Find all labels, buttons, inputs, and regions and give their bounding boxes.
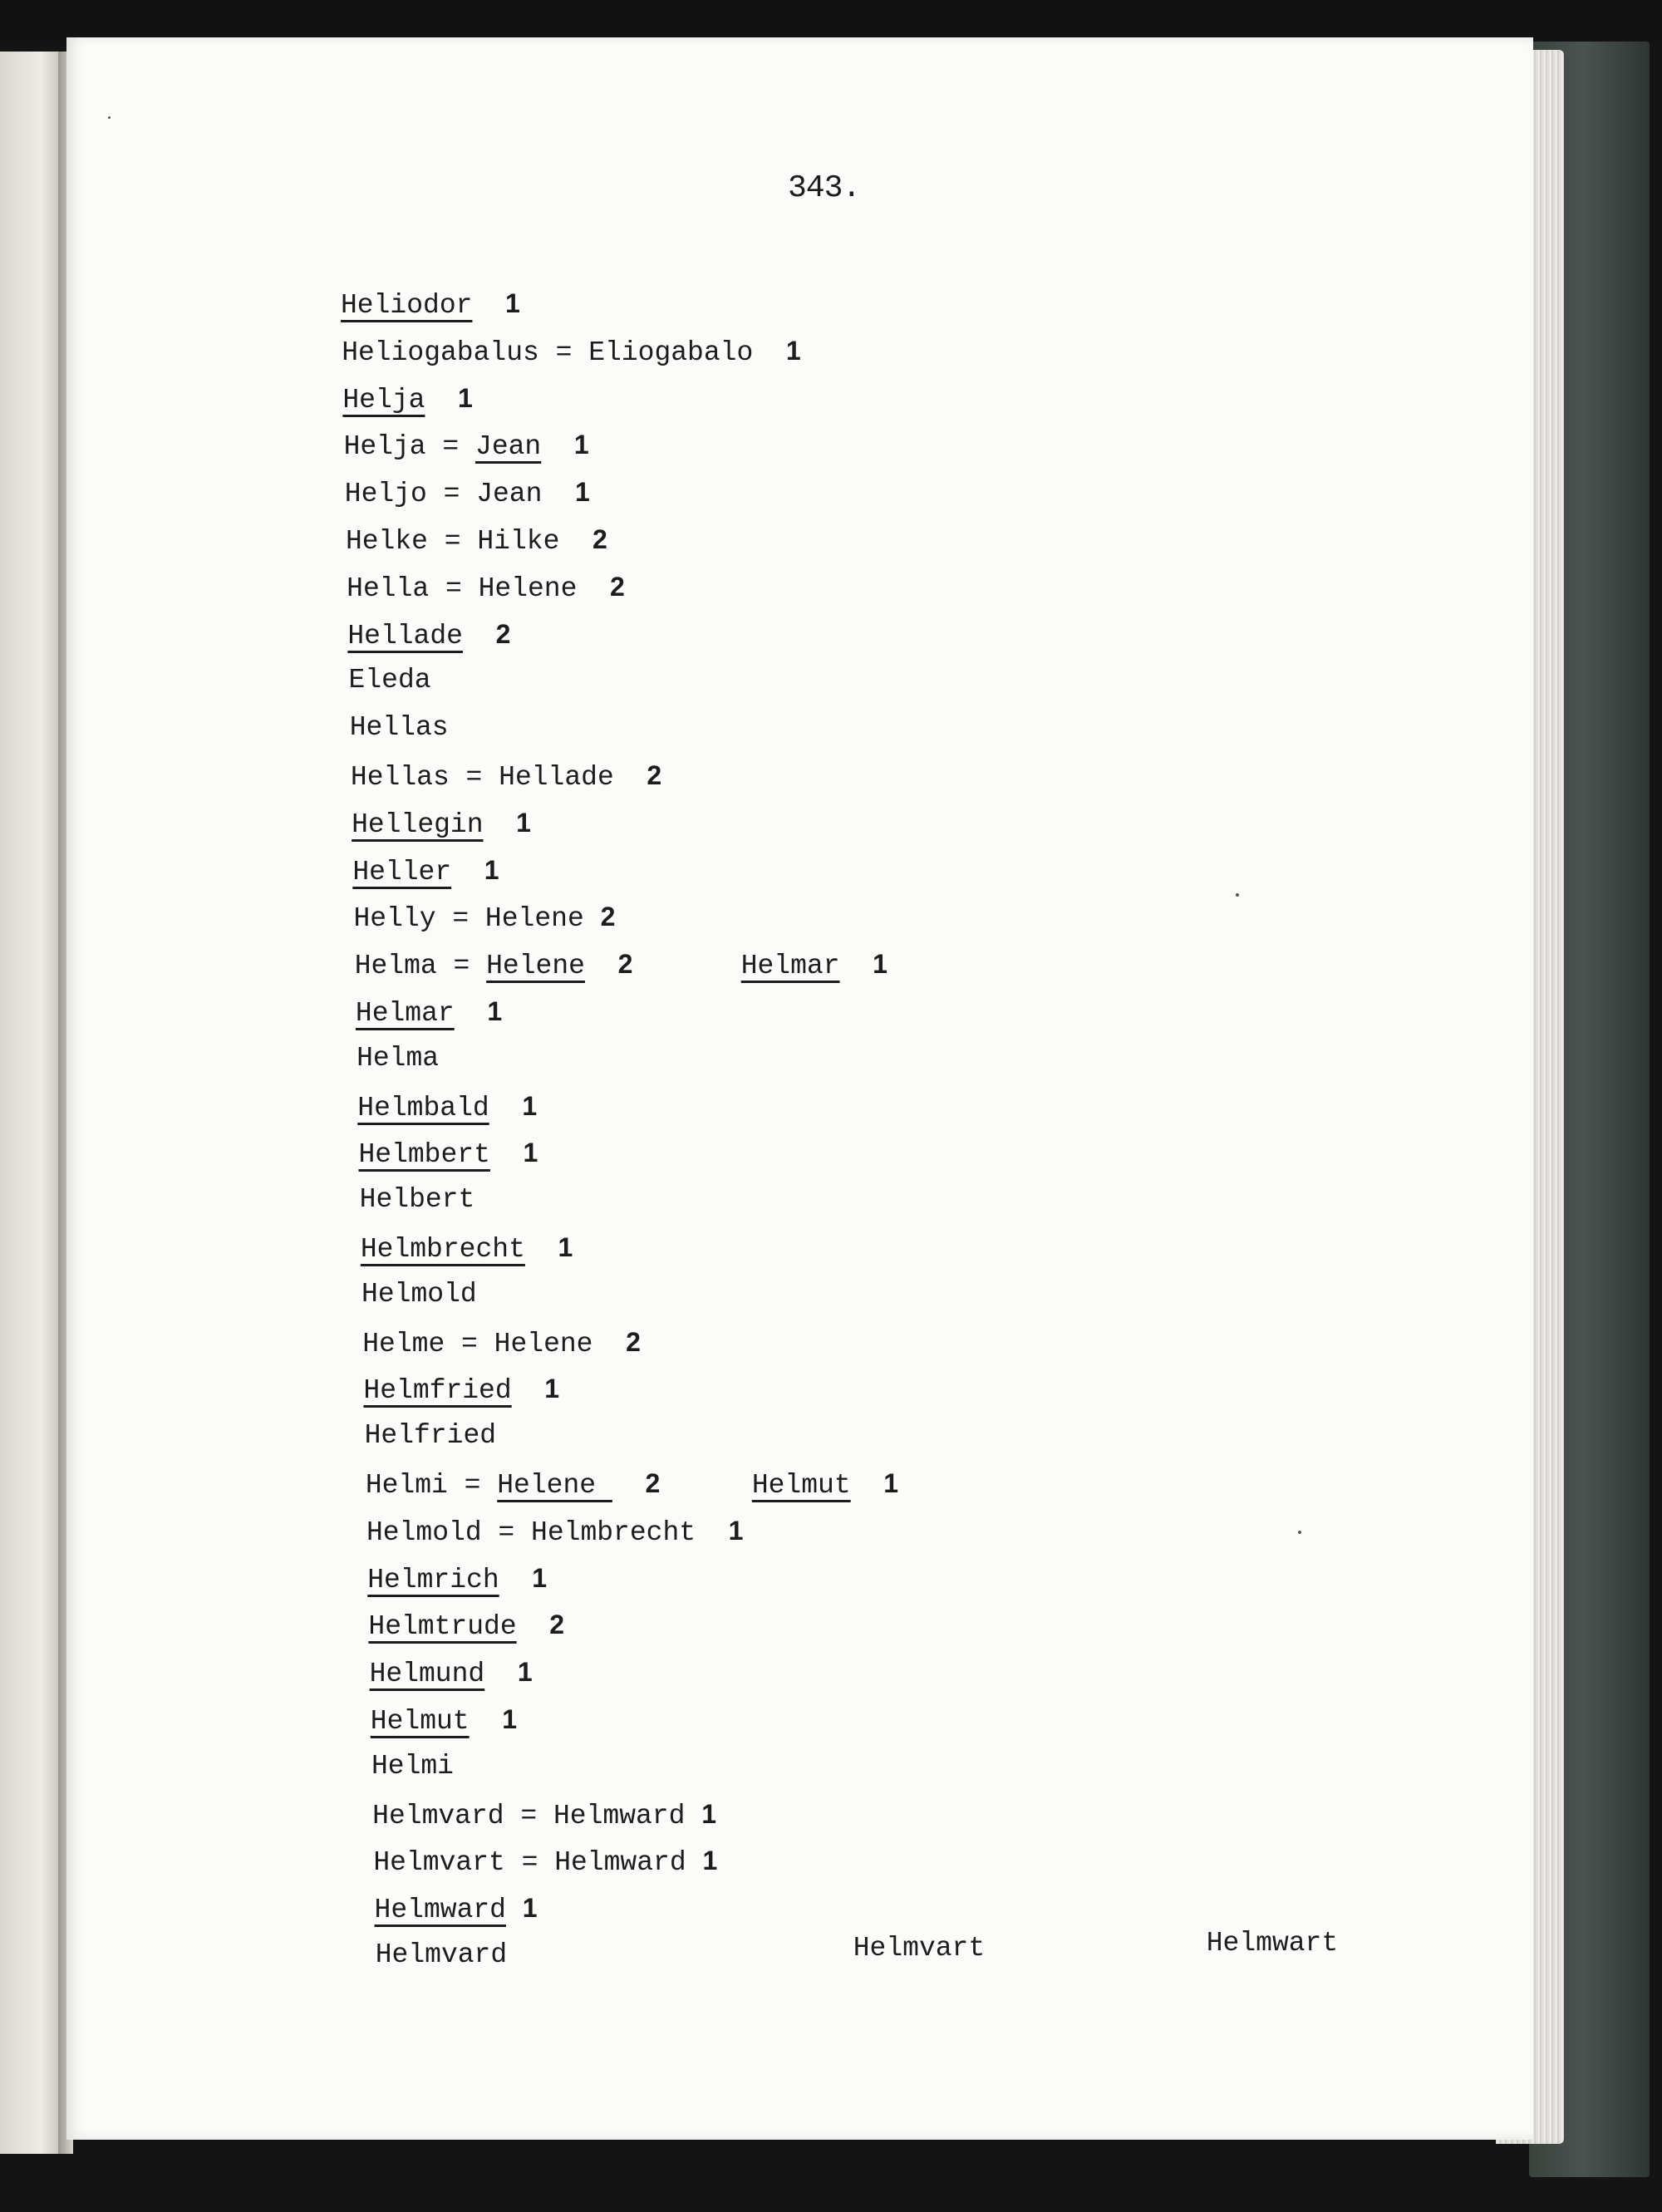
entry-count: 1 xyxy=(487,996,503,1026)
index-entry xyxy=(355,943,633,985)
entry-count: 1 xyxy=(523,1138,538,1168)
entry-text xyxy=(840,951,873,981)
entry-count: 1 xyxy=(505,288,520,318)
entry-count: 2 xyxy=(610,571,625,602)
paper-speck xyxy=(108,116,111,119)
entry-name-underlined: Helmar xyxy=(355,998,455,1029)
page-number: 343. xyxy=(788,170,861,206)
entry-count: 1 xyxy=(701,1798,717,1829)
entry-count: 2 xyxy=(495,618,511,649)
index-entry xyxy=(351,755,661,796)
index-entry xyxy=(368,1604,564,1645)
entry-text: Helke = Hilke xyxy=(345,526,593,557)
entry-text xyxy=(506,1895,523,1925)
index-entry-secondary xyxy=(752,1462,898,1504)
index-entry xyxy=(350,707,449,749)
entry-name-underlined: Helmut xyxy=(370,1706,470,1737)
entry-text: Hella = Helene xyxy=(347,573,611,604)
entry-text: Helmvart = Helmward xyxy=(373,1847,703,1879)
index-entry xyxy=(372,1793,716,1835)
entry-text: Heliogabalus = Eliogabalo xyxy=(342,337,786,368)
entry-name-underlined: Helmward xyxy=(374,1895,506,1926)
entry-text xyxy=(484,809,517,840)
entry-text xyxy=(425,385,458,415)
entry-text xyxy=(470,1706,503,1737)
entry-name-underlined: Heliodor xyxy=(341,290,473,321)
entry-text: Helmold xyxy=(361,1278,477,1310)
entry-count: 2 xyxy=(645,1468,661,1498)
entry-text xyxy=(517,1611,550,1642)
index-entry xyxy=(376,1934,507,1976)
entry-count: 2 xyxy=(626,1326,641,1357)
index-entry xyxy=(365,1415,496,1457)
entry-count: 1 xyxy=(522,1893,538,1924)
entry-text xyxy=(455,998,488,1029)
index-entry xyxy=(370,1651,533,1693)
index-entry xyxy=(375,1887,538,1929)
entry-count: 1 xyxy=(532,1562,548,1593)
index-entry xyxy=(361,1274,477,1315)
entry-count: 1 xyxy=(573,430,589,460)
entry-name-underlined: Helmbert xyxy=(358,1139,490,1171)
entry-text: Helme = Helene xyxy=(362,1328,627,1359)
entry-text xyxy=(585,951,618,981)
index-entry-secondary xyxy=(741,943,888,985)
entry-count: 2 xyxy=(600,902,616,932)
entry-text: Helmi xyxy=(371,1750,454,1782)
index-entry xyxy=(346,519,607,560)
entry-text: Helfried xyxy=(364,1420,497,1452)
entry-text: Hellas xyxy=(349,712,449,744)
entry-text xyxy=(541,431,574,462)
entry-text: Helbert xyxy=(359,1184,475,1216)
entry-text xyxy=(499,1565,533,1595)
entry-text xyxy=(484,1659,518,1689)
entry-count: 2 xyxy=(549,1610,565,1640)
entry-count: 1 xyxy=(785,335,801,366)
entry-count: 1 xyxy=(558,1232,573,1262)
entry-text: Eleda xyxy=(348,665,431,696)
entry-text: Hellas = Hellade xyxy=(350,762,647,793)
entry-text: Helma xyxy=(356,1042,440,1074)
index-entry xyxy=(371,1746,454,1787)
entry-text: Helmvard xyxy=(375,1939,508,1970)
entry-text: Helmold = Helmbrecht xyxy=(366,1516,729,1548)
entry-name-underlined: Helene xyxy=(497,1470,612,1501)
cross-reference: Helmvart xyxy=(853,1933,986,1964)
entry-name-underlined: Hellade xyxy=(347,620,463,651)
entry-name-underlined: Jean xyxy=(475,431,542,463)
entry-name-underlined: Hellegin xyxy=(352,809,484,840)
entry-count: 1 xyxy=(883,1468,899,1498)
index-entry xyxy=(352,802,531,843)
index-entry xyxy=(352,849,499,891)
index-entry xyxy=(358,1132,538,1173)
entry-text xyxy=(512,1375,545,1406)
entry-count: 2 xyxy=(647,760,662,790)
entry-name-underlined: Helene xyxy=(486,951,585,982)
entry-text: Helja = xyxy=(343,431,476,463)
entry-text xyxy=(851,1470,884,1501)
entry-count: 1 xyxy=(458,382,473,413)
index-entry xyxy=(360,1179,475,1221)
index-entry xyxy=(366,1510,743,1551)
index-entry xyxy=(347,613,510,655)
index-entry xyxy=(366,1462,660,1504)
entry-count: 1 xyxy=(873,949,888,980)
index-entry xyxy=(354,896,616,937)
paper-speck xyxy=(1236,893,1239,897)
index-entry xyxy=(373,1840,717,1881)
index-entry xyxy=(342,330,800,371)
entry-name-underlined: Helmtrude xyxy=(368,1611,517,1643)
entry-count: 1 xyxy=(517,1657,533,1688)
entry-count: 1 xyxy=(522,1090,538,1121)
cross-reference: Helmwart xyxy=(1206,1928,1339,1959)
page-sheet xyxy=(66,37,1533,2140)
facing-page-sliver xyxy=(0,52,61,2154)
entry-name-underlined: Helja xyxy=(342,384,425,415)
entry-text: Helmi = xyxy=(365,1470,498,1501)
entry-name-underlined: Helmund xyxy=(369,1659,485,1690)
entry-name-underlined: Heller xyxy=(352,856,452,887)
entry-count: 2 xyxy=(617,949,633,980)
entry-count: 1 xyxy=(544,1374,560,1404)
entry-name-underlined: Helmar xyxy=(740,951,840,982)
entry-text xyxy=(489,1093,523,1123)
index-entry xyxy=(356,990,502,1032)
index-entry xyxy=(367,1557,547,1599)
entry-text xyxy=(490,1139,524,1170)
index-entry xyxy=(363,1368,559,1409)
entry-count: 1 xyxy=(502,1704,518,1734)
entry-name-underlined: Helmbald xyxy=(357,1092,489,1123)
index-entry xyxy=(342,377,472,419)
entry-count: 1 xyxy=(516,807,531,838)
entry-count: 1 xyxy=(728,1515,744,1546)
entry-text: Heljo = Jean xyxy=(344,479,576,510)
index-entry xyxy=(362,1321,641,1363)
entry-text xyxy=(612,1470,646,1501)
index-entry xyxy=(361,1226,573,1268)
entry-text: Helmvard = Helmward xyxy=(372,1800,702,1831)
entry-count: 1 xyxy=(575,477,590,508)
entry-name-underlined: Helmrich xyxy=(367,1564,499,1595)
index-entry xyxy=(349,660,431,701)
entry-text xyxy=(525,1234,558,1265)
entry-name-underlined: Helmut xyxy=(751,1470,851,1501)
entry-text: Helma = xyxy=(354,951,487,982)
entry-text xyxy=(451,857,484,887)
entry-text xyxy=(463,621,496,651)
entry-name-underlined: Helmfried xyxy=(363,1375,512,1407)
entry-text: Helly = Helene xyxy=(353,903,601,935)
background-top xyxy=(0,0,1662,42)
index-entry xyxy=(357,1085,537,1127)
entry-count: 1 xyxy=(702,1846,718,1876)
index-entry xyxy=(344,424,589,465)
index-entry xyxy=(341,283,520,324)
entry-text xyxy=(472,290,505,321)
index-entry xyxy=(347,566,625,607)
index-entry xyxy=(371,1698,517,1740)
entry-count: 1 xyxy=(484,854,499,885)
entry-count: 2 xyxy=(593,524,607,554)
index-entry xyxy=(345,471,590,513)
entry-name-underlined: Helmbrecht xyxy=(360,1234,525,1265)
index-entry xyxy=(356,1038,439,1079)
paper-speck xyxy=(1298,1531,1301,1534)
